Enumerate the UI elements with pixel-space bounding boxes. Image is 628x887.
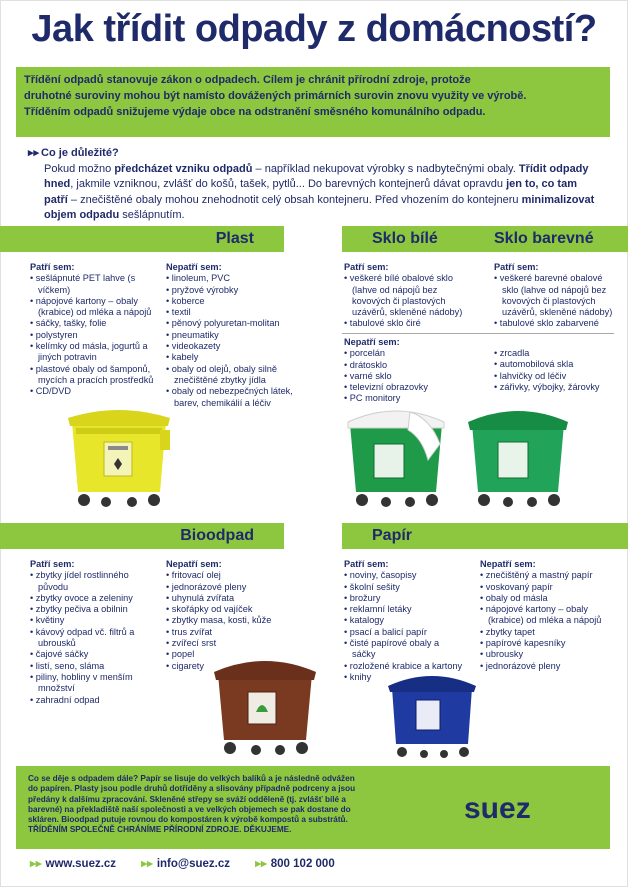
divider	[342, 333, 614, 334]
sklo-barevne-yes-item: • veškeré barevné obalové sklo (lahve od nápojů bez kovových či plastových uzávěrů, skleněné nádoby)	[494, 273, 616, 318]
double-arrow-icon: ▸▸	[141, 858, 153, 870]
bioodpad-yes-item: • květiny	[30, 615, 160, 626]
bioodpad-yes-item: • zbytky ovoce a zeleniny	[30, 593, 160, 604]
plast-yes-item: • CD/DVD	[30, 386, 160, 397]
double-arrow-icon: ▸▸	[30, 858, 42, 870]
papir-title: Papír	[372, 527, 413, 544]
bioodpad-no-heading: Nepatří sem:	[166, 559, 222, 569]
bioodpad-yes-item: • zbytky jídel rostlinného původu	[30, 570, 160, 593]
double-arrow-icon: ▸▸	[28, 147, 40, 159]
papir-yes-item: • katalogy	[344, 615, 464, 626]
bioodpad-header	[0, 523, 284, 549]
plast-header	[0, 226, 284, 252]
sklo-bile-yes-item: • veškeré bílé obalové sklo (lahve od nápojů bez kovových či plastových uzávěrů, skleněné nádoby)	[344, 273, 466, 318]
sklo-no-item: • drátosklo	[344, 360, 474, 371]
bioodpad-no-item: • zbytky masa, kosti, kůže	[166, 615, 294, 626]
sklo-no-left	[344, 337, 474, 405]
bioodpad-yes-heading: Patří sem:	[30, 559, 75, 569]
sklo-no-list-left	[344, 348, 474, 404]
sklo-barevne-yes-item: • tabulové sklo zabarvené	[494, 318, 616, 329]
bioodpad-no-item: • popel	[166, 649, 294, 660]
bioodpad-yes-item: • zahradní odpad	[30, 695, 160, 706]
bioodpad-yes	[30, 559, 160, 706]
papir-no-item: • nápojové kartony – obaly (krabice) od mléka a nápojů	[480, 604, 610, 627]
sklo-barevne-yes-heading: Patří sem:	[494, 262, 539, 272]
bioodpad-yes-item: • čajové sáčky	[30, 649, 160, 660]
plast-yes-heading: Patří sem:	[30, 262, 75, 272]
sklo-no-right	[494, 348, 614, 393]
plast-yes	[30, 262, 160, 398]
colored-glass-bin-icon	[462, 404, 574, 512]
why-section	[28, 146, 598, 224]
plast-no-item: • linoleum, PVC	[166, 273, 294, 284]
why-text	[28, 162, 598, 224]
sklo-header	[342, 226, 628, 252]
sklo-no-item: • lahvičky od léčiv	[494, 371, 614, 382]
plast-no-heading: Nepatří sem:	[166, 262, 222, 272]
sklo-no-item: • televizní obrazovky	[344, 382, 474, 393]
sklo-bile-yes-heading: Patří sem:	[344, 262, 389, 272]
plast-no-item: • obaly od nebezpečných látek, barev, chemikálií a léčiv	[166, 386, 294, 409]
bioodpad-no-item: • skořápky od vajíček	[166, 604, 294, 615]
plast-title: Plast	[215, 230, 254, 247]
bioodpad-yes-list	[30, 570, 160, 706]
plast-no-item: • textil	[166, 307, 294, 318]
bioodpad-no-item: • cigarety	[166, 661, 294, 672]
double-arrow-icon: ▸▸	[255, 858, 267, 870]
intro-line: Tříděním odpadů snižujeme výdaje obce na odstranění směsného komunálního odpadu.	[24, 106, 486, 118]
bioodpad-no-item: • trus zvířat	[166, 627, 294, 638]
sklo-bile-yes-item: • tabulové sklo čiré	[344, 318, 466, 329]
why-heading: Co je důležité?	[41, 147, 119, 159]
plast-no-item: • kabely	[166, 352, 294, 363]
papir-no-item: • papírové kapesníky	[480, 638, 610, 649]
sklo-barevne-yes-list	[494, 273, 616, 329]
brown-bio-bin-icon	[208, 654, 322, 760]
plast-no-item: • videokazety	[166, 341, 294, 352]
plast-yes-item: • nápojové kartony – obaly (krabice) od mléka a nápojů	[30, 296, 160, 319]
sklo-bile-title: Sklo bílé	[372, 230, 438, 247]
yellow-bin-icon	[64, 408, 174, 512]
papir-header	[342, 523, 628, 549]
plast-yes-item: • plastové obaly od šamponů, mycích a pracích prostředků	[30, 364, 160, 387]
papir-yes-item: • psací a balicí papír	[344, 627, 464, 638]
page-title: Jak třídit odpady z domácností?	[31, 8, 597, 50]
footer-paragraph: Co se děje s odpadem dále? Papír se lisuje do velkých balíků a je následně odvážen do papíren. Plasty jsou podle druhů dotříděny a slisovány případně podrceny a jsou předány k dalšímu zpracování. Skleněné střepy se sváží odděleně (tj. zvlášť bílé a barevné) na překladiště naší společnosti a ve velkých objemech se pak dostane do skláren. Bioodpad putuje rovnou do kompostáren k výrobě kompostů a substrátů.	[28, 774, 356, 825]
intro-line: Třídění odpadů stanovuje zákon o odpadech. Cílem je chránit přírodní zdroje, protože	[24, 74, 471, 86]
papir-yes-item: • školní sešity	[344, 582, 464, 593]
papir-no-list	[480, 570, 610, 672]
intro-line: druhotné suroviny mohou být namísto dovážených primárních surovin znovu využity ve výrobě.	[24, 90, 527, 102]
why-text-part: – například nekupovat výrobky s nadbytečnými obaly.	[252, 162, 519, 175]
plast-no-item: • pěnový polyuretan-molitan	[166, 318, 294, 329]
papir-no-item: • zbytky tapet	[480, 627, 610, 638]
sklo-no-item: • PC monitory	[344, 393, 474, 404]
sklo-bile-yes-list	[344, 273, 466, 329]
phone-number[interactable]: 800 102 000	[270, 858, 335, 870]
footer-motto: TŘÍDĚNÍM SPOLEČNĚ CHRÁNÍME PŘÍRODNÍ ZDROJE. DĚKUJEME.	[28, 825, 292, 835]
sklo-no-item: • zrcadla	[494, 348, 614, 359]
suez-logo-text: suez	[464, 792, 531, 825]
sklo-barevne-yes	[494, 262, 616, 330]
bioodpad-yes-item: • zbytky pečiva a obilnin	[30, 604, 160, 615]
blue-paper-bin-icon	[384, 670, 480, 762]
papir-yes-list	[344, 570, 464, 683]
plast-no-item: • pryžové výrobky	[166, 285, 294, 296]
plast-yes-list	[30, 273, 160, 397]
bioodpad-no-item: • zvířecí srst	[166, 638, 294, 649]
plast-no	[166, 262, 294, 409]
papir-no-heading: Nepatří sem:	[480, 559, 536, 569]
sklo-no-item: • zářivky, výbojky, žárovky	[494, 382, 614, 393]
bioodpad-yes-item: • kávový odpad vč. filtrů a ubrousků	[30, 627, 160, 650]
papir-no-item: • jednorázové pleny	[480, 661, 610, 672]
why-text-bold: Třídit odpady hned	[44, 162, 589, 190]
sklo-no-item: • porcelán	[344, 348, 474, 359]
papir-yes-heading: Patří sem:	[344, 559, 389, 569]
white-glass-bin-icon	[340, 404, 452, 512]
papir-no-item: • ubrousky	[480, 649, 610, 660]
bioodpad-no-item: • fritovací olej	[166, 570, 294, 581]
plast-no-item: • koberce	[166, 296, 294, 307]
papir-yes-item: • noviny, časopisy	[344, 570, 464, 581]
papir-no-item: • znečištěný a mastný papír	[480, 570, 610, 581]
why-text-bold: jen to, co tam patří	[44, 178, 577, 206]
why-text-part: – znečištěné obaly mohou znehodnotit celý obsah kontejneru. Před vhozením do kontejneru	[67, 193, 522, 206]
why-text-part: sešlápnutím.	[119, 209, 185, 221]
papir-yes-item: • reklamní letáky	[344, 604, 464, 615]
sklo-bile-yes	[344, 262, 466, 330]
papir-no-item: • obaly od másla	[480, 593, 610, 604]
plast-no-list	[166, 273, 294, 409]
papir-no	[480, 559, 610, 672]
web-link[interactable]: www.suez.cz	[45, 858, 117, 870]
bioodpad-no-item: • jednorázové pleny	[166, 582, 294, 593]
email-link[interactable]: info@suez.cz	[156, 858, 231, 870]
papir-yes-item: • brožury	[344, 593, 464, 604]
papir-no-item: • voskovaný papír	[480, 582, 610, 593]
plast-yes-item: • sešlápnuté PET lahve (s víčkem)	[30, 273, 160, 296]
plast-yes-item: • polystyren	[30, 330, 160, 341]
why-text-bold: předcházet vzniku odpadů	[114, 162, 253, 175]
bioodpad-no-item: • uhynulá zvířata	[166, 593, 294, 604]
email-contact[interactable]	[141, 858, 230, 870]
phone-contact[interactable]	[255, 858, 335, 870]
contacts-bar	[30, 856, 357, 870]
plast-no-item: • pneumatiky	[166, 330, 294, 341]
plast-yes-item: • sáčky, tašky, folie	[30, 318, 160, 329]
bioodpad-title: Bioodpad	[180, 527, 254, 544]
footer-text	[28, 774, 356, 836]
plast-no-item: • obaly od olejů, obaly silně znečištěné zbytky jídla	[166, 364, 294, 387]
bioodpad-yes-item: • listí, seno, sláma	[30, 661, 160, 672]
sklo-no-item: • varné sklo	[344, 371, 474, 382]
why-text-part: , jakmile vzniknou, zvlášť do košů, tašek, pytlů... Do barevných kontejnerů dávat opravdu	[70, 178, 507, 190]
papir-yes	[344, 559, 464, 683]
sklo-barevne-title: Sklo barevné	[494, 230, 594, 247]
why-text-part: Pokud možno	[44, 162, 115, 175]
sklo-no-list-right	[494, 348, 614, 393]
sklo-no-item: • automobilová skla	[494, 359, 614, 370]
papir-yes-item: • čisté papírové obaly a sáčky	[344, 638, 464, 661]
papir-yes-item: • rozložené krabice a kartony	[344, 661, 464, 672]
web-contact[interactable]	[30, 858, 116, 870]
bioodpad-yes-item: • piliny, hobliny v menším množství	[30, 672, 160, 695]
why-text-bold: minimalizovat objem odpadu	[44, 193, 595, 221]
suez-logo	[400, 784, 600, 834]
intro-box	[16, 67, 610, 137]
plast-yes-item: • kelímky od másla, jogurtů a jiných potravin	[30, 341, 160, 364]
papir-yes-item: • knihy	[344, 672, 464, 683]
sklo-no-heading: Nepatří sem:	[344, 337, 400, 347]
